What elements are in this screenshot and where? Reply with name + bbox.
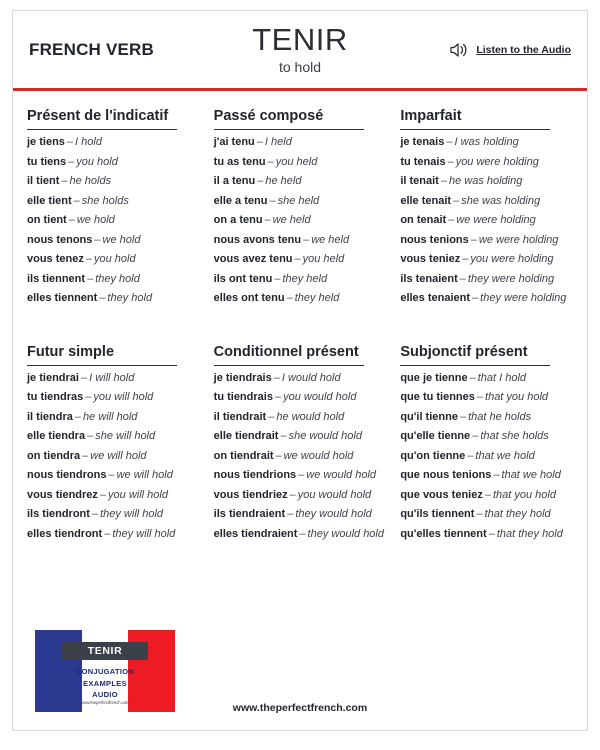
list-item bbox=[400, 529, 573, 540]
verb-form: qu'il tienne bbox=[400, 410, 458, 423]
verb-translation-text: they will hold bbox=[100, 508, 164, 520]
verb-form: on tiendra bbox=[27, 449, 81, 462]
separator: – bbox=[459, 410, 467, 423]
verb-translation-text: you hold bbox=[76, 155, 118, 168]
list-item bbox=[400, 157, 573, 168]
verb-form: je tiendrai bbox=[27, 371, 79, 384]
verb-translation-text: I hold bbox=[75, 136, 102, 148]
separator: – bbox=[462, 253, 469, 265]
verb-translation-text: you would hold bbox=[297, 488, 372, 501]
separator: – bbox=[280, 430, 287, 442]
separator: – bbox=[476, 508, 483, 520]
separator: – bbox=[85, 391, 92, 403]
verb-form: nous tiendrions bbox=[213, 469, 297, 481]
verb-translation-text: you held bbox=[302, 253, 345, 265]
verb-translation-text: we will hold bbox=[116, 469, 173, 481]
separator: – bbox=[484, 488, 491, 501]
verb-form: elle tient bbox=[27, 194, 72, 207]
separator: – bbox=[66, 136, 74, 148]
verb-translation-text: that they hold bbox=[484, 508, 551, 520]
verb-form: elle tenait bbox=[400, 194, 452, 207]
separator: – bbox=[469, 371, 476, 384]
list-item bbox=[27, 176, 200, 187]
verb-translation-text: that you hold bbox=[485, 391, 549, 403]
list-item bbox=[400, 431, 573, 442]
separator: – bbox=[256, 136, 263, 148]
tense-title: Subjonctif présent bbox=[400, 344, 550, 366]
verb-form: tu tenais bbox=[400, 155, 446, 168]
verb-translation-text: that he holds bbox=[468, 410, 532, 423]
verb-form: qu'elle tienne bbox=[400, 430, 471, 442]
header-title-group bbox=[209, 21, 391, 76]
list-item bbox=[214, 157, 387, 168]
verb-form: vous avez tenu bbox=[213, 253, 293, 265]
verb-translation-text: she was holding bbox=[461, 194, 541, 207]
separator: – bbox=[269, 194, 276, 207]
verb-form: nous tenions bbox=[400, 233, 469, 246]
verb-form: qu'elles tiennent bbox=[400, 527, 487, 540]
verb-form: on tient bbox=[27, 214, 67, 226]
separator: – bbox=[68, 155, 75, 168]
list-item bbox=[400, 254, 573, 265]
list-item bbox=[214, 392, 387, 403]
list-item bbox=[400, 412, 573, 423]
logo-url: www.theperfectfrench.com bbox=[80, 700, 130, 705]
tense-title: Passé composé bbox=[214, 108, 364, 130]
verb-form: il tient bbox=[27, 175, 60, 187]
tense-title: Conditionnel présent bbox=[214, 344, 364, 366]
verb-translation-text: he holds bbox=[69, 175, 112, 187]
verb-translation-text: you would hold bbox=[283, 391, 357, 403]
verb-form: ils tiendraient bbox=[213, 508, 286, 520]
tense-block-subjonctif-present bbox=[400, 343, 573, 549]
list-item bbox=[214, 412, 387, 423]
separator: – bbox=[274, 272, 281, 285]
verb-translation-text: they held bbox=[294, 292, 340, 304]
verb-form: tu tiendrais bbox=[213, 391, 273, 403]
separator: – bbox=[268, 410, 275, 423]
conjugation-list bbox=[27, 373, 200, 540]
header-label: FRENCH VERB bbox=[29, 39, 154, 59]
list-item bbox=[27, 274, 200, 285]
logo-line-examples: EXAMPLES bbox=[83, 678, 127, 688]
separator: – bbox=[104, 527, 111, 540]
separator: – bbox=[446, 136, 453, 148]
list-item bbox=[400, 470, 573, 481]
separator: – bbox=[94, 233, 101, 246]
verb-form: elles tenaient bbox=[400, 292, 471, 304]
list-item bbox=[400, 451, 573, 462]
audio-control[interactable] bbox=[391, 41, 571, 59]
verb-translation-text: that you hold bbox=[492, 488, 556, 501]
list-item bbox=[400, 215, 573, 226]
logo-line-audio: AUDIO bbox=[92, 690, 118, 700]
list-item bbox=[214, 431, 387, 442]
separator: – bbox=[80, 371, 88, 384]
separator: – bbox=[298, 469, 305, 481]
verb-translation-text: she will hold bbox=[95, 430, 156, 442]
conjugation-list bbox=[214, 373, 387, 540]
separator: – bbox=[472, 292, 479, 304]
verb-form: vous tiendriez bbox=[213, 488, 288, 501]
list-item bbox=[400, 490, 573, 501]
conjugation-body bbox=[12, 91, 588, 731]
verb-translation-text: you will hold bbox=[108, 488, 168, 501]
list-item bbox=[27, 490, 200, 501]
verb-form: je tenais bbox=[400, 136, 445, 148]
list-item bbox=[27, 196, 200, 207]
list-item bbox=[27, 254, 200, 265]
list-item bbox=[400, 509, 573, 520]
separator: – bbox=[273, 371, 280, 384]
verb-translation-text: that she holds bbox=[480, 430, 549, 442]
list-item bbox=[27, 470, 200, 481]
verb-form: que vous teniez bbox=[400, 488, 483, 501]
listen-audio-link[interactable]: Listen to the Audio bbox=[476, 43, 571, 56]
list-item bbox=[400, 235, 573, 246]
list-item bbox=[27, 451, 200, 462]
list-item bbox=[400, 137, 573, 148]
verb-translation-text: we hold bbox=[102, 233, 141, 246]
separator: – bbox=[448, 214, 455, 226]
verb-form: qu'ils tiennent bbox=[400, 508, 475, 520]
verb-translation-text: you were holding bbox=[470, 253, 554, 265]
separator: – bbox=[488, 527, 495, 540]
verb-translation-text: I was holding bbox=[454, 136, 519, 148]
tense-title: Imparfait bbox=[400, 108, 550, 130]
verb-form: tu tiendras bbox=[27, 391, 84, 403]
logo-feature-lines bbox=[35, 666, 175, 701]
verb-translation-text: they held bbox=[282, 272, 328, 285]
verb-translation-text: they hold bbox=[107, 292, 153, 304]
verb-form: il tenait bbox=[400, 175, 439, 187]
verb-translation-text: she holds bbox=[81, 194, 129, 207]
verb-translation-text: I held bbox=[264, 136, 292, 148]
site-url: www.theperfectfrench.com bbox=[232, 702, 368, 714]
separator: – bbox=[264, 214, 271, 226]
separator: – bbox=[303, 233, 310, 246]
list-item bbox=[27, 215, 200, 226]
list-item bbox=[214, 293, 387, 304]
verb-form: il tiendrait bbox=[213, 410, 267, 423]
separator: – bbox=[493, 469, 500, 481]
list-item bbox=[214, 235, 387, 246]
list-item bbox=[27, 235, 200, 246]
separator: – bbox=[440, 175, 447, 187]
list-item bbox=[400, 274, 573, 285]
verb-form: elle tiendra bbox=[27, 430, 86, 442]
separator: – bbox=[82, 449, 89, 462]
list-item bbox=[214, 137, 387, 148]
list-item bbox=[400, 176, 573, 187]
verb-form: il a tenu bbox=[213, 175, 256, 187]
separator: – bbox=[287, 508, 294, 520]
verb-translation-text: he held bbox=[265, 175, 302, 187]
list-item bbox=[27, 412, 200, 423]
verb-form: vous tenez bbox=[27, 253, 84, 265]
verb-translation-text: I will hold bbox=[89, 371, 135, 384]
separator: – bbox=[289, 488, 296, 501]
conjugation-list bbox=[400, 137, 573, 304]
verb-form: il tiendra bbox=[27, 410, 73, 423]
logo-line-conjugation: CONJUGATION bbox=[75, 667, 135, 676]
verb-translation-text: she held bbox=[277, 194, 320, 207]
verb-translation-text: they would hold bbox=[295, 508, 372, 520]
verb-form: je tiens bbox=[27, 136, 65, 148]
verb-translation-text: we held bbox=[311, 233, 350, 246]
separator: – bbox=[467, 449, 474, 462]
separator: – bbox=[275, 449, 282, 462]
separator: – bbox=[74, 410, 81, 423]
verb-form: on tiendrait bbox=[213, 449, 274, 462]
tense-grid-top bbox=[27, 107, 573, 327]
verb-form: ils tiendront bbox=[27, 508, 90, 520]
separator: – bbox=[472, 430, 479, 442]
verb-form: ils tenaient bbox=[400, 272, 458, 285]
separator: – bbox=[470, 233, 477, 246]
logo bbox=[35, 630, 175, 712]
separator: – bbox=[294, 253, 301, 265]
verb-translation-text: that they hold bbox=[496, 527, 563, 540]
list-item bbox=[214, 529, 387, 540]
verb-form: nous tiendrons bbox=[27, 469, 107, 481]
verb-form: tu tiens bbox=[27, 155, 67, 168]
verb-translation-text: we would hold bbox=[283, 449, 354, 462]
verb-form: on tenait bbox=[400, 214, 447, 226]
list-item bbox=[214, 509, 387, 520]
list-item bbox=[400, 392, 573, 403]
list-item bbox=[400, 293, 573, 304]
list-item bbox=[400, 373, 573, 384]
verb-translation-text: we held bbox=[272, 214, 311, 226]
verb-form: qu'on tienne bbox=[400, 449, 466, 462]
separator: – bbox=[286, 292, 293, 304]
separator: – bbox=[73, 194, 80, 207]
tense-block-imparfait bbox=[400, 107, 573, 313]
list-item bbox=[27, 157, 200, 168]
list-item bbox=[27, 509, 200, 520]
verb-form: ils tiennent bbox=[27, 272, 86, 285]
verb-form: que nous tenions bbox=[400, 469, 492, 481]
list-item bbox=[214, 176, 387, 187]
separator: – bbox=[453, 194, 460, 207]
list-item bbox=[214, 274, 387, 285]
separator: – bbox=[99, 292, 106, 304]
list-item bbox=[214, 490, 387, 501]
separator: – bbox=[299, 527, 306, 540]
separator: – bbox=[85, 253, 92, 265]
separator: – bbox=[87, 272, 94, 285]
separator: – bbox=[267, 155, 274, 168]
verb-translation-text: that we hold bbox=[475, 449, 535, 462]
verb-translation-text: you hold bbox=[93, 253, 136, 265]
verb-translation-text: you were holding bbox=[455, 155, 539, 168]
tense-title: Futur simple bbox=[27, 344, 177, 366]
verb-translation-text: they were holding bbox=[467, 272, 555, 285]
list-item bbox=[214, 470, 387, 481]
verb-translation-text: that I hold bbox=[477, 371, 527, 384]
verb-form: elles tiennent bbox=[27, 292, 98, 304]
verb-form: vous teniez bbox=[400, 253, 461, 265]
logo-verb-band: TENIR bbox=[62, 642, 148, 660]
verb-translation-text: that we hold bbox=[501, 469, 561, 481]
verb-translation-text: we were holding bbox=[456, 214, 536, 226]
page-title: TENIR bbox=[252, 21, 348, 57]
verb-translation-text: we will hold bbox=[90, 449, 147, 462]
verb-translation-text: they will hold bbox=[112, 527, 176, 540]
verb-form: que je tienne bbox=[400, 371, 468, 384]
separator: – bbox=[274, 391, 282, 403]
verb-translation-text: you will hold bbox=[93, 391, 154, 403]
list-item bbox=[27, 392, 200, 403]
list-item bbox=[214, 254, 387, 265]
verb-translation-text: he will hold bbox=[82, 410, 138, 423]
verb-translation-text: he would hold bbox=[276, 410, 345, 423]
tense-block-present bbox=[27, 107, 200, 313]
separator: – bbox=[99, 488, 107, 501]
verb-form: je tiendrais bbox=[213, 371, 272, 384]
grid-row-spacer bbox=[27, 327, 573, 343]
list-item bbox=[27, 431, 200, 442]
verb-translation-text: they hold bbox=[95, 272, 140, 285]
verb-form: elle tiendrait bbox=[213, 430, 279, 442]
list-item bbox=[214, 373, 387, 384]
verb-translation-text: we would hold bbox=[306, 469, 376, 481]
verb-translation-text: she would hold bbox=[288, 430, 362, 442]
separator: – bbox=[459, 272, 466, 285]
separator: – bbox=[447, 155, 454, 168]
separator: – bbox=[68, 214, 75, 226]
verb-form: que tu tiennes bbox=[400, 391, 475, 403]
list-item bbox=[400, 196, 573, 207]
verb-form: elles tiendront bbox=[27, 527, 103, 540]
verb-translation-text: they would hold bbox=[307, 527, 384, 540]
separator: – bbox=[91, 508, 99, 520]
verb-form: j'ai tenu bbox=[213, 136, 255, 148]
list-item bbox=[214, 451, 387, 462]
separator: – bbox=[61, 175, 68, 187]
list-item bbox=[27, 373, 200, 384]
verb-translation-text: I would hold bbox=[281, 371, 341, 384]
list-item bbox=[27, 529, 200, 540]
tense-title: Présent de l'indicatif bbox=[27, 108, 177, 130]
list-item bbox=[214, 196, 387, 207]
list-item bbox=[27, 293, 200, 304]
verb-form: tu as tenu bbox=[213, 155, 266, 168]
conjugation-list bbox=[27, 137, 200, 304]
verb-translation-text: we were holding bbox=[478, 233, 559, 246]
separator: – bbox=[87, 430, 94, 442]
verb-translation-text: you held bbox=[275, 155, 318, 168]
verb-form: nous tenons bbox=[27, 233, 93, 246]
conjugation-list bbox=[214, 137, 387, 304]
verb-form: elles ont tenu bbox=[213, 292, 285, 304]
verb-form: elles tiendraient bbox=[213, 527, 298, 540]
verb-form: on a tenu bbox=[213, 214, 263, 226]
conjugation-list bbox=[400, 373, 573, 540]
list-item bbox=[214, 215, 387, 226]
header bbox=[12, 10, 588, 88]
tense-block-conditionnel-present bbox=[214, 343, 387, 549]
verb-translation-text: they were holding bbox=[480, 292, 567, 304]
list-item bbox=[27, 137, 200, 148]
verb-form: vous tiendrez bbox=[27, 488, 98, 501]
separator: – bbox=[108, 469, 115, 481]
verb-form: ils ont tenu bbox=[213, 272, 273, 285]
tense-block-futur-simple bbox=[27, 343, 200, 549]
footer bbox=[13, 620, 587, 730]
separator: – bbox=[257, 175, 264, 187]
verb-translation: to hold bbox=[278, 59, 322, 76]
separator: – bbox=[476, 391, 484, 403]
verb-form: elle a tenu bbox=[213, 194, 268, 207]
speaker-icon[interactable] bbox=[449, 41, 469, 59]
tense-grid-bottom bbox=[27, 343, 573, 563]
tense-block-passe-compose bbox=[214, 107, 387, 313]
verb-translation-text: we hold bbox=[76, 214, 115, 226]
verb-form: nous avons tenu bbox=[213, 233, 302, 246]
verb-translation-text: he was holding bbox=[448, 175, 523, 187]
